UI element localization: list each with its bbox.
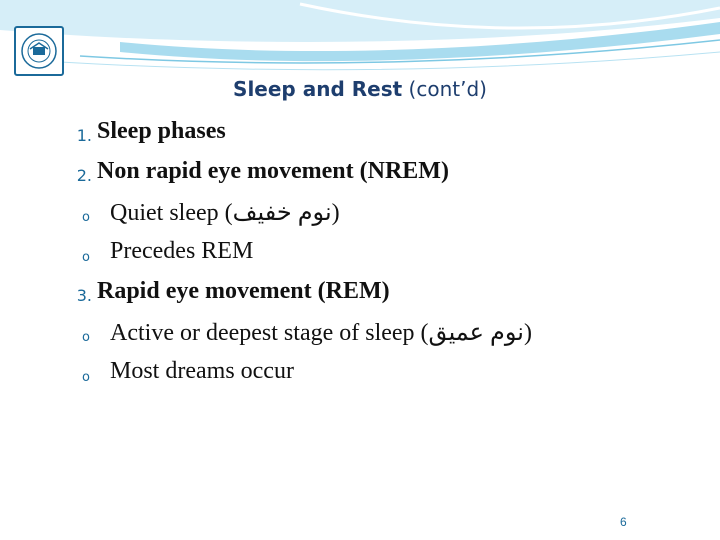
page-number: 6 [620, 515, 627, 529]
slide-title [0, 77, 720, 101]
bullet-marker: o [82, 330, 90, 345]
item-text: Quiet sleep (نوم خفيف) [110, 200, 340, 226]
slide-title-main: Sleep and Rest [233, 77, 403, 101]
header-swoosh-decoration [0, 0, 720, 80]
list-item [0, 358, 720, 398]
item-text: Non rapid eye movement (NREM) [97, 158, 449, 184]
item-text: Most dreams occur [110, 358, 294, 384]
list-item [0, 238, 720, 278]
item-number: 1. [76, 126, 92, 145]
bullet-marker: o [82, 250, 90, 265]
item-text: Rapid eye movement (REM) [97, 278, 390, 304]
bullet-marker: o [82, 210, 90, 225]
bullet-marker: o [82, 370, 90, 385]
list-item [0, 118, 720, 158]
university-seal-icon [14, 26, 64, 76]
list-item [0, 158, 720, 198]
list-item [0, 278, 720, 318]
item-text: Sleep phases [97, 118, 226, 144]
item-number: 3. [76, 286, 92, 305]
slide-title-cont: (cont’d) [408, 77, 487, 101]
list-item [0, 318, 720, 358]
item-number: 2. [76, 166, 92, 185]
item-text: Active or deepest stage of sleep (نوم عميق) [110, 320, 532, 346]
list-item [0, 198, 720, 238]
item-text: Precedes REM [110, 238, 254, 264]
